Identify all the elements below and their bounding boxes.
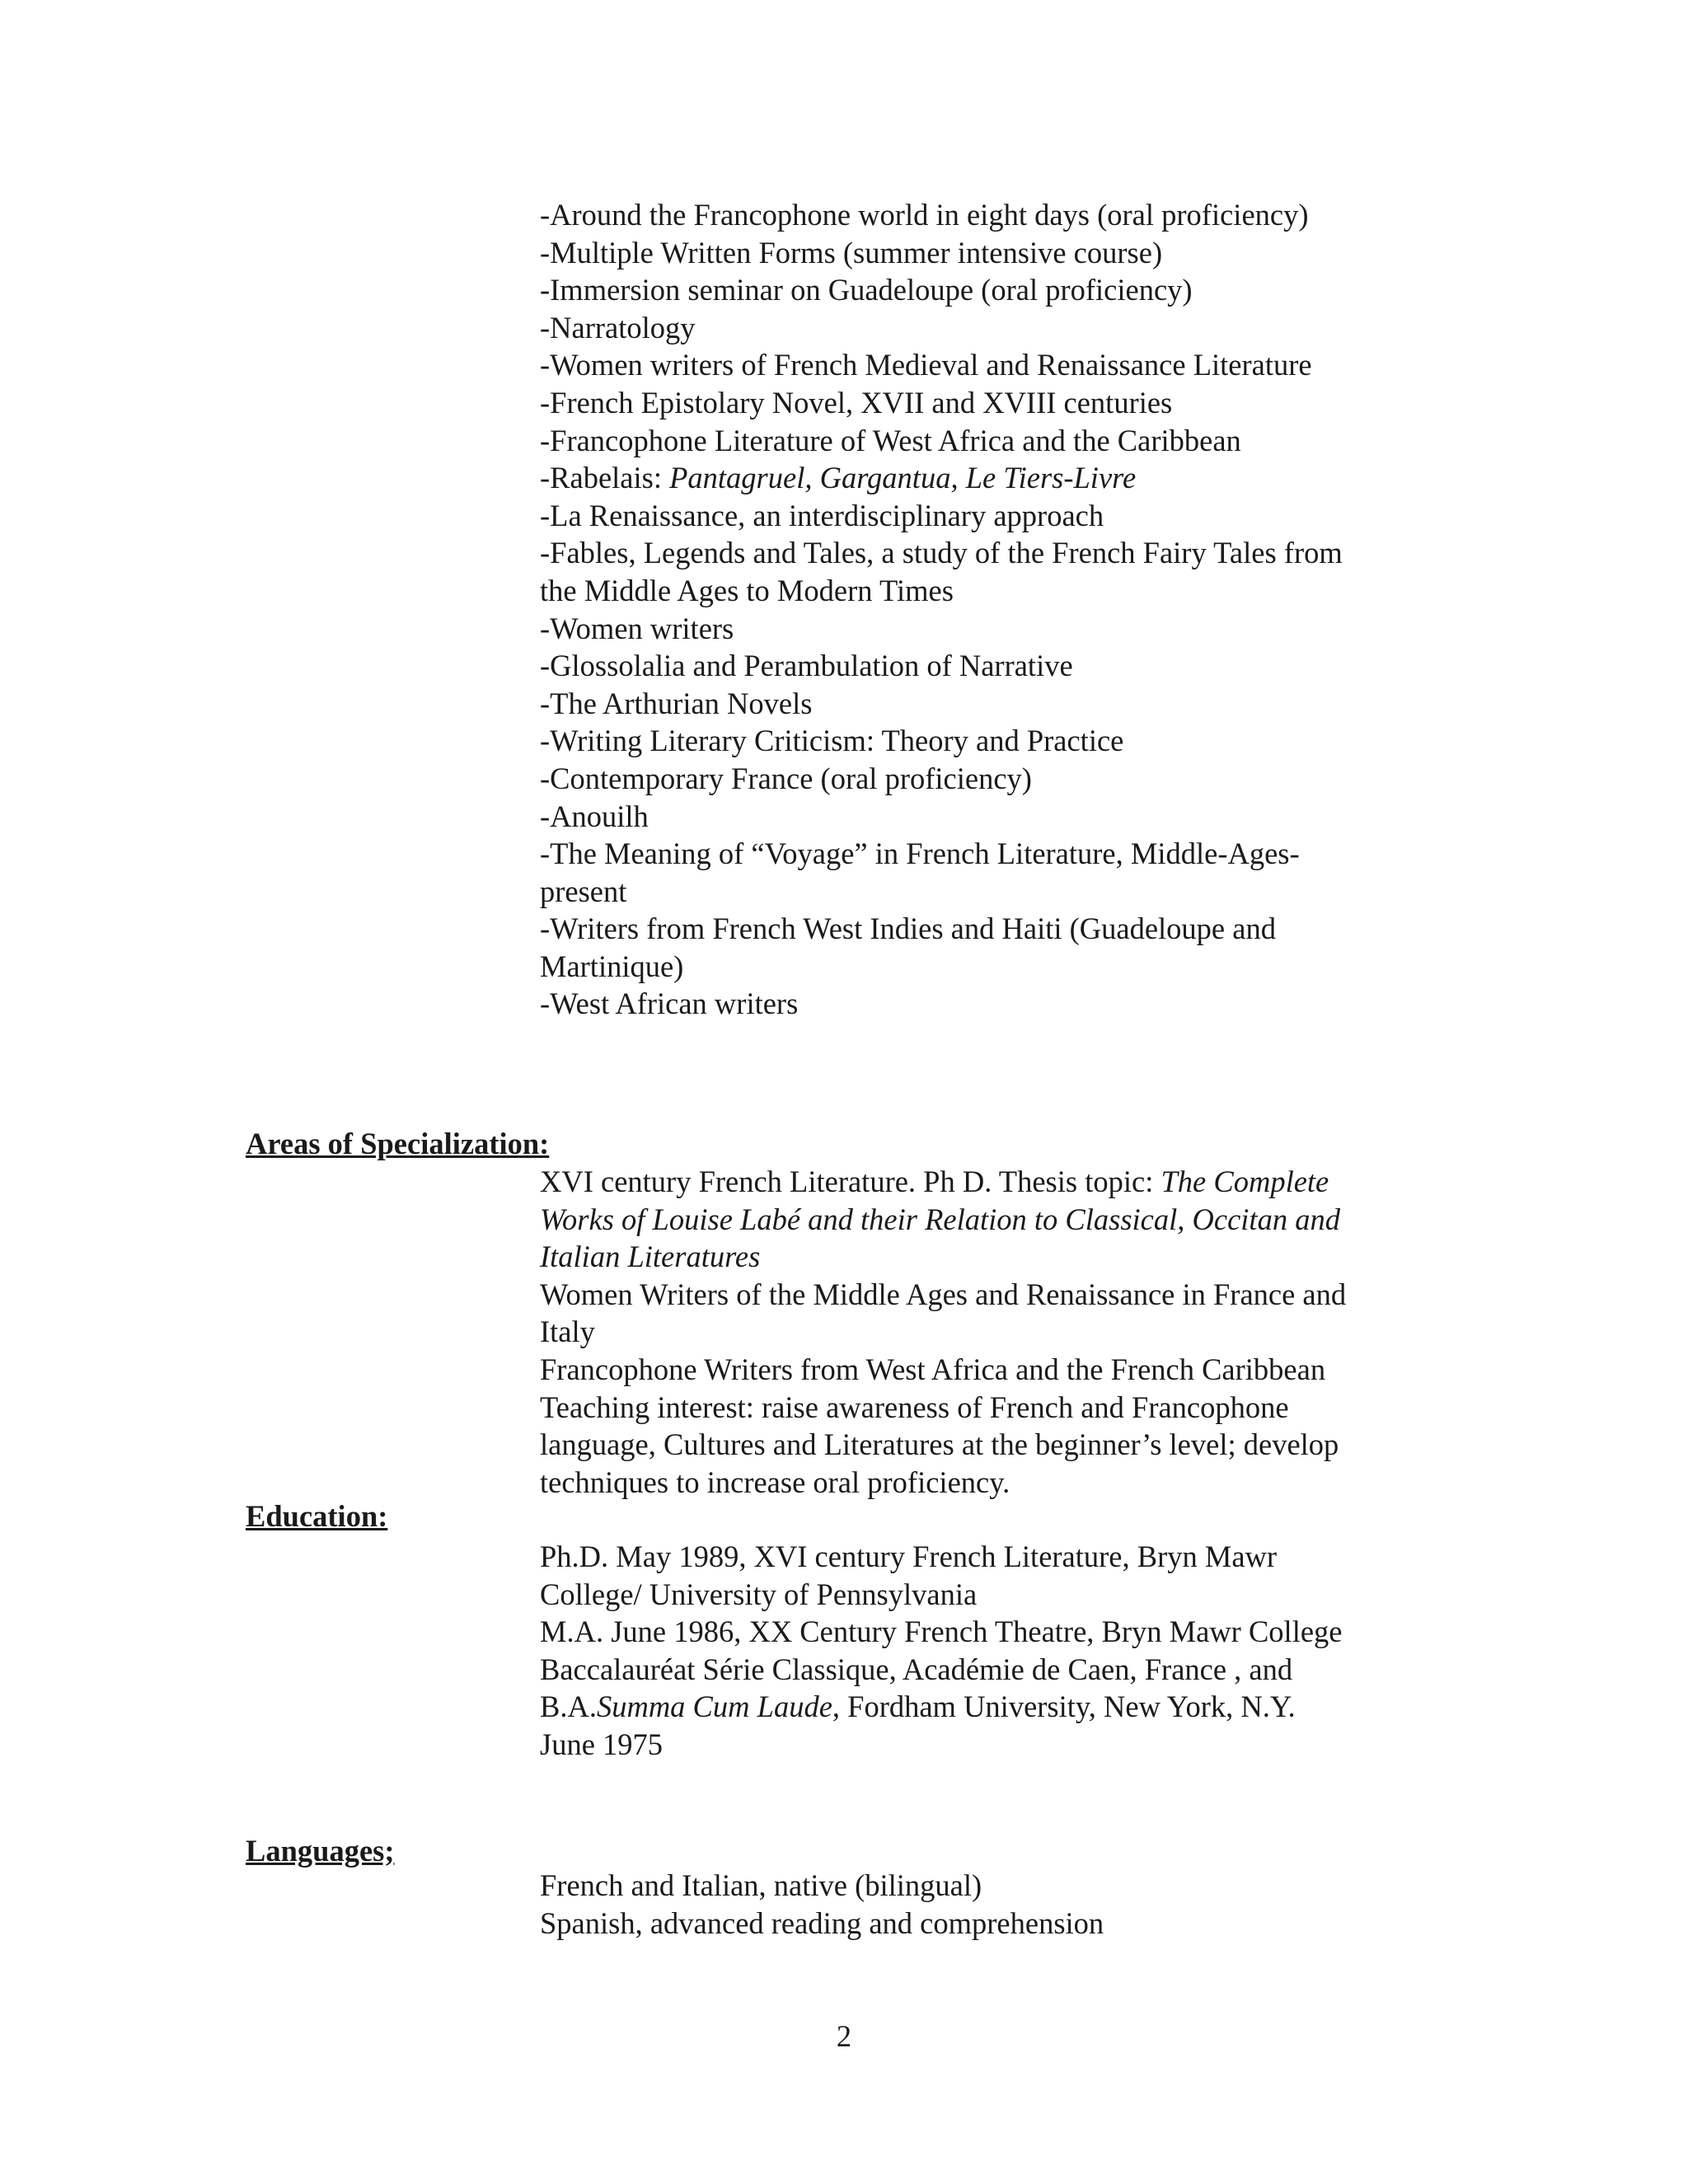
list-item: -Women writers — [540, 611, 734, 645]
specialization-line: Teaching interest: raise awareness of French and Francophone — [540, 1390, 1289, 1424]
education-line: College/ University of Pennsylvania — [540, 1577, 978, 1611]
list-item: -Immersion seminar on Guadeloupe (oral proficiency) — [540, 273, 1193, 307]
list-item: -Multiple Written Forms (summer intensive course) — [540, 235, 1163, 269]
list-item: -Narratology — [540, 310, 696, 344]
list-item: -Glossolalia and Perambulation of Narrative — [540, 649, 1073, 683]
list-item: -Around the Francophone world in eight days (oral proficiency) — [540, 198, 1309, 232]
specialization-line: Francophone Writers from West Africa and the French Caribbean — [540, 1352, 1326, 1386]
languages-heading: Languages; — [246, 1834, 395, 1868]
list-item: -Writing Literary Criticism: Theory and Practice — [540, 724, 1124, 758]
education-line: June 1975 — [540, 1727, 663, 1761]
specialization-heading: Areas of Specialization: — [246, 1127, 550, 1160]
language-line: Spanish, advanced reading and comprehension — [540, 1905, 1104, 1940]
list-item: -The Arthurian Novels — [540, 686, 813, 720]
language-line: French and Italian, native (bilingual) — [540, 1868, 982, 1902]
list-item: -French Epistolary Novel, XVII and XVIII centuries — [540, 385, 1173, 419]
specialization-line: XVI century French Literature. Ph D. Thesis topic: The Complete — [540, 1165, 1329, 1198]
specialization-line: Italy — [540, 1315, 595, 1349]
education-line: M.A. June 1986, XX Century French Theatre, Bryn Mawr College — [540, 1615, 1343, 1649]
list-item — [540, 459, 1430, 497]
list-item: -The Meaning of “Voyage” in French Literature, Middle-Ages- — [540, 837, 1300, 871]
education-line: B.A.Summa Cum Laude, Fordham University, New York, N.Y. — [540, 1690, 1296, 1724]
specialization-line: Women Writers of the Middle Ages and Renaissance in France and — [540, 1277, 1347, 1311]
list-item: -La Renaissance, an interdisciplinary approach — [540, 498, 1104, 532]
honors-italic: Summa Cum Laude — [596, 1690, 832, 1724]
specialization-line: language, Cultures and Literatures at the beginner’s level; develop — [540, 1427, 1339, 1462]
thesis-title-italic: The Complete — [1160, 1165, 1329, 1198]
list-item: -Francophone Literature of West Africa and the Caribbean — [540, 423, 1241, 457]
education-section — [540, 1538, 1430, 1764]
education-line: Baccalauréat Série Classique, Académie de Caen, France , and — [540, 1652, 1293, 1686]
specialization-section — [540, 1163, 1430, 1501]
languages-section — [540, 1867, 1430, 1942]
education-line: Ph.D. May 1989, XVI century French Literature, Bryn Mawr — [540, 1540, 1278, 1573]
list-item: -Anouilh — [540, 799, 649, 833]
list-item: -Writers from French West Indies and Haiti (Guadeloupe and — [540, 912, 1276, 946]
course-list — [540, 196, 1430, 1023]
specialization-line: Italian Literatures — [540, 1240, 761, 1274]
list-item-continuation: present — [540, 874, 627, 908]
specialization-line: Works of Louise Labé and their Relation to Classical, Occitan and — [540, 1202, 1340, 1236]
list-item: -West African writers — [540, 987, 799, 1021]
list-item-continuation: the Middle Ages to Modern Times — [540, 573, 954, 607]
list-item-continuation: Martinique) — [540, 949, 684, 983]
education-heading: Education: — [246, 1499, 388, 1533]
course-titles-italic: Pantagruel, Gargantua, Le Tiers-Livre — [669, 461, 1137, 495]
course-prefix: -Rabelais: — [540, 461, 670, 495]
list-item: -Fables, Legends and Tales, a study of the French Fairy Tales from — [540, 536, 1343, 570]
list-item: -Women writers of French Medieval and Renaissance Literature — [540, 348, 1312, 382]
page-number: 2 — [836, 2019, 852, 2053]
specialization-line: techniques to increase oral proficiency. — [540, 1465, 1010, 1499]
list-item: -Contemporary France (oral proficiency) — [540, 761, 1032, 795]
